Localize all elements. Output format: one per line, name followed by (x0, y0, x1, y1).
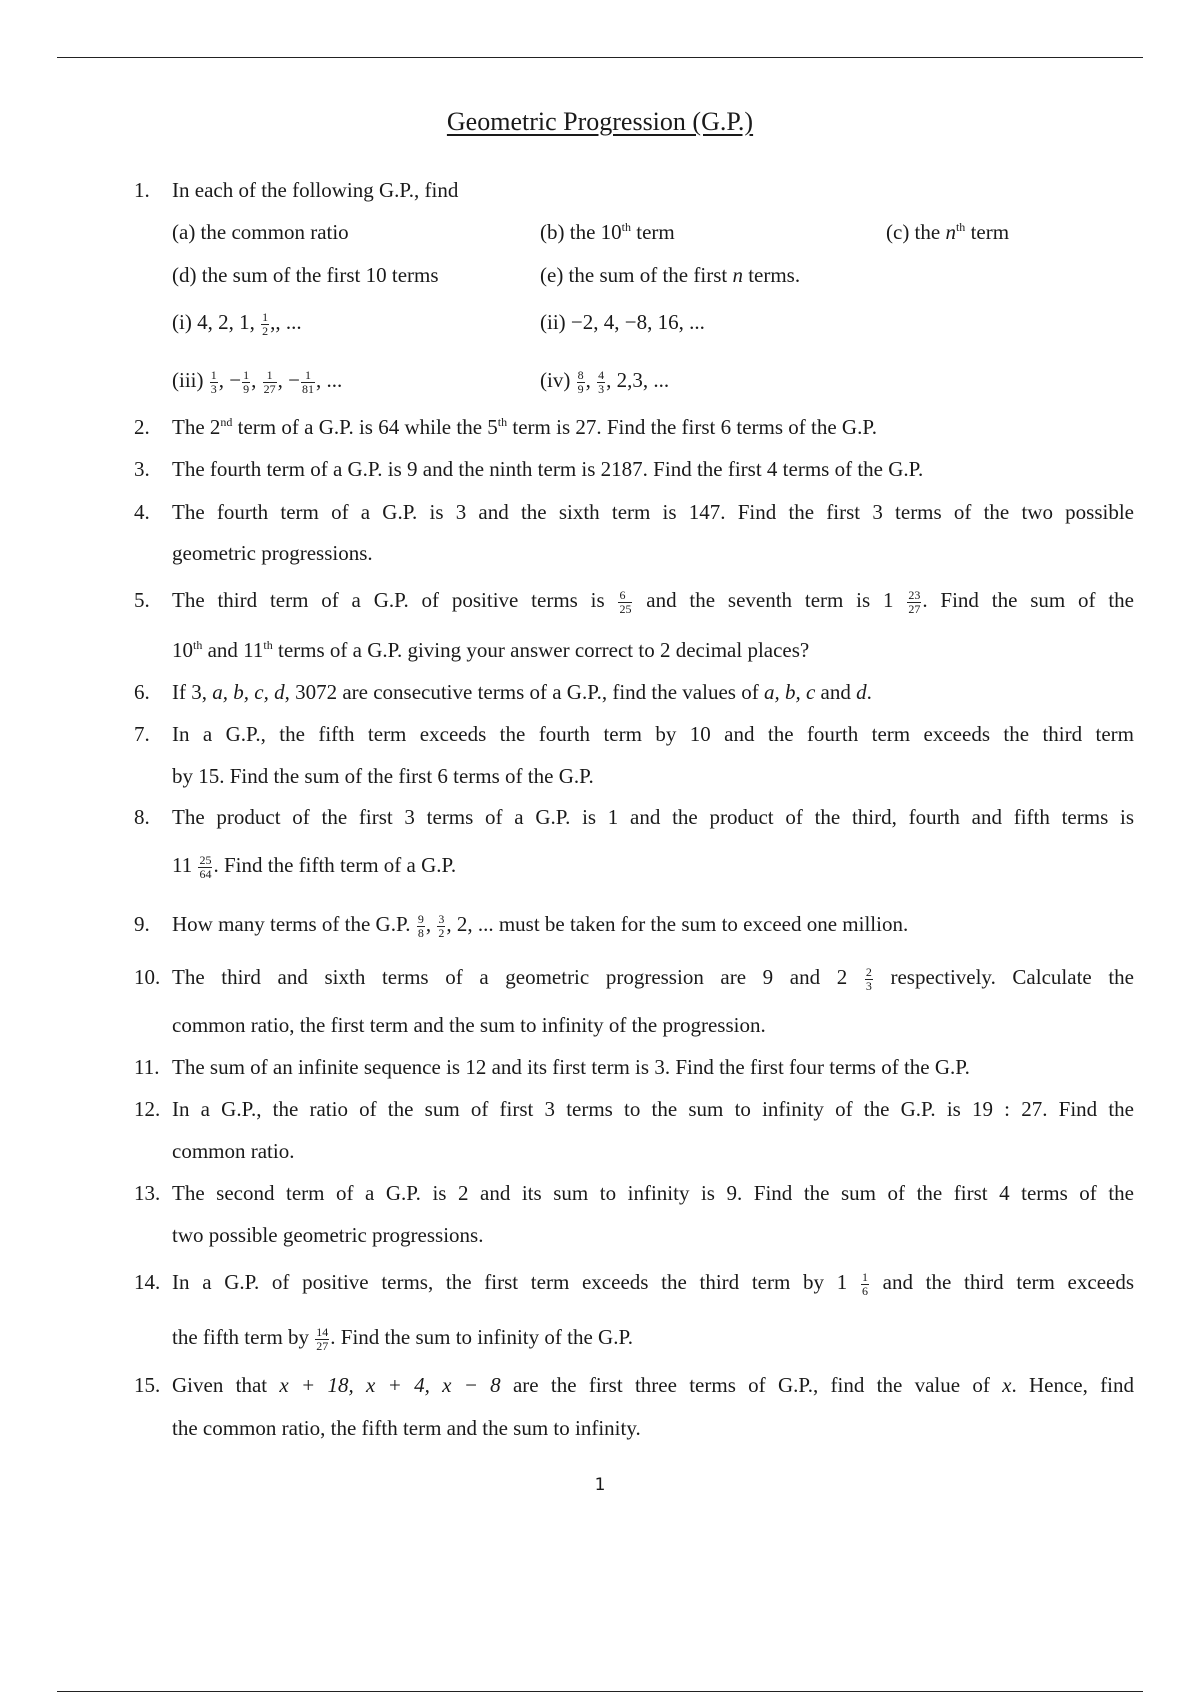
q1-part-a: (a) the common ratio (172, 220, 349, 244)
question-text: In a G.P. of positive terms, the first term exceeds the third term by 1 $\frac{1}{6}$ and the third term exceeds (172, 1269, 1135, 1298)
question-text: The third term of a G.P. of positive terms is $\frac{6}{25}$ and the seventh term is 1 $\frac{23}{27}$ . Find the sum of the (172, 587, 1134, 616)
fraction: $\frac{3}{2}$ (438, 911, 445, 940)
question-number: 15. (134, 1373, 161, 1397)
fraction: $\frac{1}{6}$ (861, 1269, 868, 1298)
q1-part-e: (e) the sum of the first n terms. (540, 263, 801, 287)
fraction: $\frac{1}{2}$ (262, 309, 269, 338)
question-12-continued: common ratio. (172, 1139, 295, 1163)
fraction: $\frac{9}{8}$ (417, 911, 424, 940)
question-text: The fourth term of a G.P. is 3 and the sixth term is 147. Find the first 3 terms of the two possible (172, 500, 1134, 524)
question-10-continued: common ratio, the first term and the sum to infinity of the progression. (172, 1013, 766, 1037)
question-text: The product of the first 3 terms of a G.P. is 1 and the product of the third, fourth and fifth terms is (172, 805, 1134, 829)
fraction: $\frac{1}{27}$ (263, 367, 276, 396)
fraction: $\frac{1}{3}$ (210, 367, 217, 396)
q1-sequence-iv: (iv) $\frac{8}{9}$ , $\frac{4}{3}$ , 2,3, ... (540, 367, 670, 396)
fraction: $\frac{1}{9}$ (243, 367, 250, 396)
question-number: 9. (134, 912, 150, 936)
fraction: $\frac{25}{64}$ (199, 852, 212, 881)
question-text: The third and sixth terms of a geometric progression are 9 and 2 $\frac{2}{3}$ respectively. Calculate the (172, 964, 1134, 993)
fraction: $\frac{6}{25}$ (619, 587, 632, 616)
question-4-continued: geometric progressions. (172, 541, 373, 565)
question-7-continued: by 15. Find the sum of the first 6 terms of the G.P. (172, 764, 594, 788)
question-text: In a G.P., the ratio of the sum of first 3 terms to the sum to infinity of the G.P. is 19 : 27. Find the (172, 1097, 1134, 1121)
question-14-continued: the fifth term by $\frac{14}{27}$ . Find the sum to infinity of the G.P. (172, 1324, 634, 1353)
question-text: How many terms of the G.P. $\frac{9}{8}$ , $\frac{3}{2}$ , 2, ... must be taken for the sum to exceed one million. (172, 911, 909, 940)
question-number: 2. (134, 415, 150, 439)
page-title: Geometric Progression (G.P.) (446, 107, 754, 136)
page-number: 1 (594, 1475, 606, 1495)
question-number: 1. (134, 178, 150, 202)
fraction: $\frac{1}{81}$ (301, 367, 314, 396)
fraction: $\frac{14}{27}$ (316, 1324, 329, 1353)
question-number: 10. (134, 965, 161, 989)
top-rule (57, 57, 1143, 58)
question-number: 8. (134, 805, 150, 829)
question-text: In a G.P., the fifth term exceeds the fourth term by 10 and the fourth term exceeds the third term (172, 722, 1134, 746)
question-text: The fourth term of a G.P. is 9 and the ninth term is 2187. Find the first 4 terms of the G.P. (172, 457, 924, 481)
q1-sequence-ii: (ii) −2, 4, −8, 16, ... (540, 310, 705, 334)
question-number: 12. (134, 1097, 161, 1121)
fraction: $\frac{4}{3}$ (598, 367, 605, 396)
fraction: $\frac{8}{9}$ (577, 367, 584, 396)
q1-part-c: (c) the $n^{th}$ term (886, 220, 1010, 244)
q1-sequence-iii: (iii) $\frac{1}{3}$ , − $\frac{1}{9}$ , $\frac{1}{27}$ , − $\frac{1}{81}$ , ... (172, 367, 343, 396)
q1-part-b: (b) the 10th term (540, 220, 675, 244)
bottom-rule (57, 1691, 1143, 1692)
question-text: The sum of an infinite sequence is 12 and its first term is 3. Find the first four terms of the G.P. (172, 1055, 970, 1079)
question-text: The 2nd term of a G.P. is 64 while the 5th term is 27. Find the first 6 terms of the G.P. (172, 415, 877, 439)
question-number: 6. (134, 680, 150, 704)
q1-sequence-i: (i) 4, 2, 1, $\frac{1}{2}$ ,, ... (172, 309, 302, 338)
q1-part-d: (d) the sum of the first 10 terms (172, 263, 439, 287)
question-number: 3. (134, 457, 150, 481)
question-text: In each of the following G.P., find (172, 178, 459, 202)
question-number: 7. (134, 722, 150, 746)
question-13-continued: two possible geometric progressions. (172, 1223, 484, 1247)
question-text: Given that x + 18, x + 4, x − 8 are the first three terms of G.P., find the value of x. Hence, find (172, 1373, 1134, 1397)
question-number: 13. (134, 1181, 161, 1205)
question-15-continued: the common ratio, the fifth term and the sum to infinity. (172, 1416, 641, 1440)
question-number: 4. (134, 500, 150, 524)
question-8-continued: 11 $\frac{25}{64}$ . Find the fifth term of a G.P. (172, 852, 457, 881)
question-number: 5. (134, 588, 150, 612)
question-number: 14. (134, 1270, 161, 1294)
question-text: The second term of a G.P. is 2 and its sum to infinity is 9. Find the sum of the first 4 terms of the (172, 1181, 1134, 1205)
fraction: $\frac{23}{27}$ (908, 587, 921, 616)
question-number: 11. (134, 1055, 160, 1079)
fraction: $\frac{2}{3}$ (865, 964, 872, 993)
question-5-continued: 10th and 11th terms of a G.P. giving your answer correct to 2 decimal places? (172, 638, 810, 662)
question-text: If 3, a, b, c, d, 3072 are consecutive terms of a G.P., find the values of a, b, c and d. (172, 680, 872, 704)
